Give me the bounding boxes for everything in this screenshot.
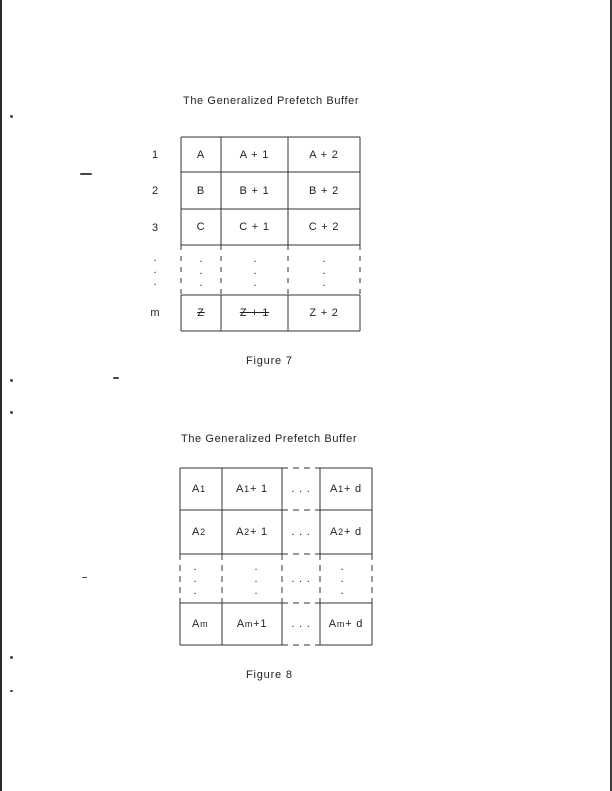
figure8-ellipsis: . . . [291,618,311,630]
figure8-base: A [192,483,201,495]
figure7-ellipsis-dots: . . . [322,253,326,289]
figure7-cell: A [196,148,206,161]
figure8-cell-base [180,468,222,510]
figure8-base: A [328,618,337,630]
figure8-ellipsis-dots: . . . [340,561,344,597]
figure7-cell: C [196,221,206,233]
figure7-row-label: 2 [151,185,159,197]
figure8-subscript: 2 [200,527,206,537]
figure7-cell: B + 2 [309,184,339,197]
figure8-ellipsis: . . . [291,572,311,585]
figure8-cell-plus-one [222,510,282,554]
figure8-ellipsis-dots: . . . [254,561,258,597]
figure7-cell: Z [197,307,205,319]
figure8-subscript: m [336,619,346,629]
figure7-cell-text: Z + 2 [309,307,339,319]
figure7-cell-text: Z + 1 [239,307,270,319]
figure8-cell-base [180,510,222,554]
figure8-cell-base [180,603,222,645]
figure8-caption: Figure 8 [246,669,293,681]
figure8-subscript: 1 [338,484,344,494]
figure8-cell-plus-d [320,468,372,510]
figure7-row-label-dots: . . . [153,252,157,288]
figure8-base: A [192,526,201,538]
figure8-base: A [192,618,201,630]
figure8-plus-d: + d [343,483,362,495]
figure8-subscript: m [244,619,254,629]
figure8-base: A [330,526,339,538]
figure7-cell: A + 1 [239,148,270,161]
figure8-subscript: 1 [244,484,250,494]
figure8-subscript: m [200,619,209,629]
figure7-title: The Generalized Prefetch Buffer [183,95,360,107]
figure7-cell: A + 2 [309,148,339,161]
figure8-base: A [236,483,245,495]
figure8-cell-plus-d [320,603,372,645]
figure8-base: A [330,483,339,495]
figure8-base: A [236,618,245,630]
figure7-cell: B [196,184,206,197]
figure8-plus-d: + d [343,526,362,538]
figure8-plus-d: + d [345,618,364,630]
figure7-row-label: m [150,307,160,319]
figure8-plus-one: +1 [253,618,268,630]
figure7-caption: Figure 7 [246,355,293,367]
figure7-cell: C + 1 [239,221,270,233]
figure8-plus-one: + 1 [249,483,268,495]
figure8-ellipsis: . . . [291,483,311,495]
figure8-subscript: 2 [338,527,344,537]
figure8-ellipsis-dots: . . . [193,561,197,597]
figure7-ellipsis-dots: . . . [199,253,203,289]
figure8-title: The Generalized Prefetch Buffer [181,433,358,445]
figure8-cell-plus-one [222,603,282,645]
figure7-row-label: 3 [151,222,159,234]
figure7-ellipsis-dots: . . . [253,253,257,289]
figure7-row-label: 1 [151,149,159,161]
figure8-ellipsis: . . . [291,526,311,538]
figure8-cell-plus-one [222,468,282,510]
figure8-subscript: 2 [244,527,250,537]
figure8-cell-plus-d [320,510,372,554]
figure7-cell: C + 2 [308,221,340,233]
figure8-base: A [236,526,245,538]
figure7-cell: B + 1 [239,184,270,197]
figure8-subscript: 1 [200,484,206,494]
figure8-plus-one: + 1 [249,526,268,538]
